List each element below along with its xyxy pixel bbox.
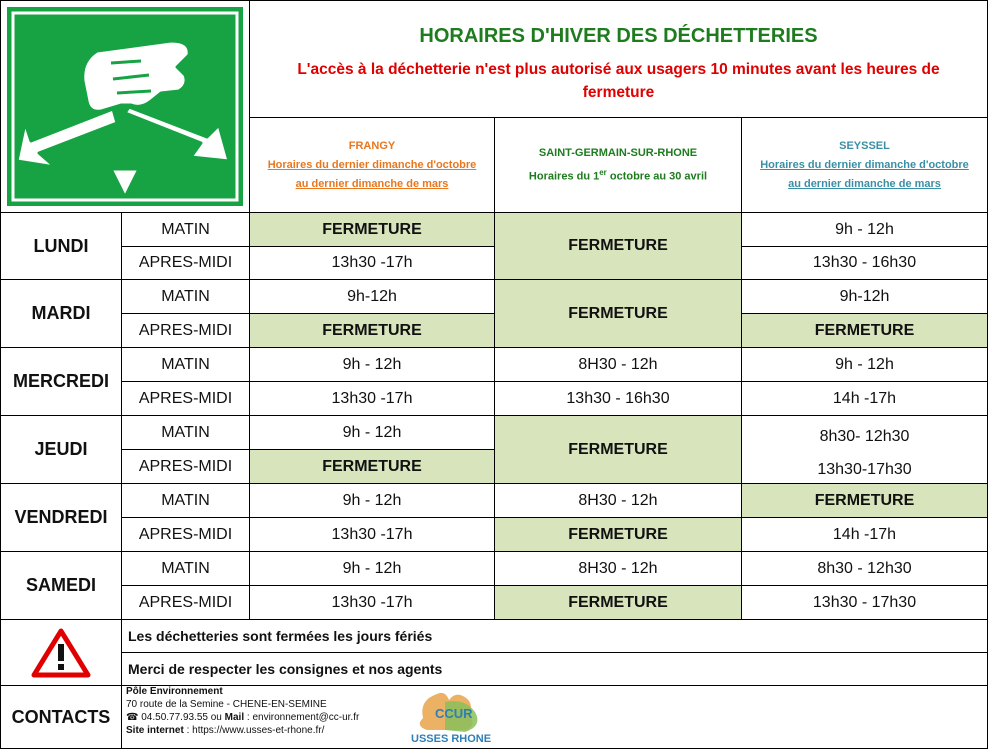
frangy-samedi-matin: 9h - 12h (249, 551, 495, 586)
contact-details: Pôle Environnement 70 route de la Semine - CHENE-EN-SEMINE ☎ 04.50.77.93.55 ou Mail : environnement@cc-ur.fr Site internet : https://www.usses-et-rhone.fr/ (126, 686, 360, 736)
frangy-lundi-matin: FERMETURE (249, 212, 495, 247)
site-name: SAINT-GERMAIN-SUR-RHONE (538, 146, 698, 159)
seyssel-samedi-matin: 8h30 - 12h30 (741, 551, 988, 586)
stg-mardi: FERMETURE (494, 279, 742, 348)
ccur-logo (405, 688, 495, 746)
site-header-saint-germain (494, 117, 742, 213)
logo-text: CCUR (435, 706, 473, 721)
stg-samedi-matin: 8H30 - 12h (494, 551, 742, 586)
period-morning: MATIN (121, 483, 250, 518)
site-name: SEYSSEL (839, 139, 890, 152)
seyssel-mercredi-apres-midi: 14h -17h (741, 381, 988, 416)
contact-address: 70 route de la Semine - CHENE-EN-SEMINE (126, 699, 327, 710)
site-label: Site internet (126, 725, 184, 736)
access-warning: L'accès à la déchetterie n'est plus autorisé aux usagers 10 minutes avant les heures de fermeture (297, 61, 940, 101)
mail-label: Mail (224, 712, 245, 723)
period-morning: MATIN (121, 279, 250, 314)
seyssel-jeudi-matin: 8h30- 12h30 (741, 415, 988, 450)
frangy-mercredi-matin: 9h - 12h (249, 347, 495, 382)
period-afternoon: APRES-MIDI (121, 381, 250, 416)
period-afternoon: APRES-MIDI (121, 585, 250, 620)
contact-mail[interactable]: : environnement@cc-ur.fr (244, 712, 360, 723)
respect-note: Merci de respecter les consignes et nos agents (121, 652, 988, 686)
seyssel-vendredi-matin: FERMETURE (741, 483, 988, 518)
seyssel-jeudi-apres-midi: 13h30-17h30 (741, 449, 988, 484)
holidays-note: Les déchetteries sont fermées les jours fériés (121, 619, 988, 653)
stg-samedi-apres-midi: FERMETURE (494, 585, 742, 620)
stg-vendredi-apres-midi: FERMETURE (494, 517, 742, 552)
seyssel-vendredi-apres-midi: 14h -17h (741, 517, 988, 552)
day-lundi: LUNDI (0, 212, 122, 280)
warning-icon (0, 619, 122, 686)
day-mardi: MARDI (0, 279, 122, 348)
stg-vendredi-matin: 8H30 - 12h (494, 483, 742, 518)
period-afternoon: APRES-MIDI (121, 246, 250, 280)
seyssel-lundi-apres-midi: 13h30 - 16h30 (741, 246, 988, 280)
frangy-jeudi-matin: 9h - 12h (249, 415, 495, 450)
contact-phone: 04.50.77.93.55 (141, 712, 208, 723)
period-morning: MATIN (121, 212, 250, 247)
stg-mercredi-matin: 8H30 - 12h (494, 347, 742, 382)
frangy-jeudi-apres-midi: FERMETURE (249, 449, 495, 484)
stg-mercredi-apres-midi: 13h30 - 16h30 (494, 381, 742, 416)
site-header-seyssel (741, 117, 988, 213)
contact-website[interactable]: : https://www.usses-et-rhone.fr/ (183, 725, 325, 736)
seyssel-samedi-apres-midi: 13h30 - 17h30 (741, 585, 988, 620)
period-afternoon: APRES-MIDI (121, 313, 250, 348)
frangy-mardi-apres-midi: FERMETURE (249, 313, 495, 348)
phone-icon: ☎ (126, 712, 142, 723)
site-header-frangy (249, 117, 495, 213)
frangy-samedi-apres-midi: 13h30 -17h (249, 585, 495, 620)
frangy-vendredi-matin: 9h - 12h (249, 483, 495, 518)
day-mercredi: MERCREDI (0, 347, 122, 416)
site-schedule: Horaires du 1er octobre au 30 avril (528, 167, 708, 183)
logo-subtext: USSES RHONE (411, 733, 492, 745)
site-schedule: Horaires du dernier dimanche d'octobre (267, 158, 477, 171)
contact-org: Pôle Environnement (126, 686, 223, 697)
site-schedule: Horaires du dernier dimanche d'octobre (760, 158, 969, 171)
period-morning: MATIN (121, 347, 250, 382)
frangy-mardi-matin: 9h-12h (249, 279, 495, 314)
seyssel-mardi-matin: 9h-12h (741, 279, 988, 314)
stg-lundi: FERMETURE (494, 212, 742, 280)
period-afternoon: APRES-MIDI (121, 517, 250, 552)
frangy-mercredi-apres-midi: 13h30 -17h (249, 381, 495, 416)
day-jeudi: JEUDI (0, 415, 122, 484)
period-afternoon: APRES-MIDI (121, 449, 250, 484)
seyssel-mercredi-matin: 9h - 12h (741, 347, 988, 382)
site-schedule: au dernier dimanche de mars (295, 177, 449, 190)
seyssel-mardi-apres-midi: FERMETURE (741, 313, 988, 348)
title-block (249, 0, 988, 118)
frangy-lundi-apres-midi: 13h30 -17h (249, 246, 495, 280)
page-title: HORAIRES D'HIVER DES DÉCHETTERIES (419, 25, 818, 47)
day-vendredi: VENDREDI (0, 483, 122, 552)
period-morning: MATIN (121, 415, 250, 450)
site-schedule: au dernier dimanche de mars (788, 177, 941, 190)
frangy-vendredi-apres-midi: 13h30 -17h (249, 517, 495, 552)
period-morning: MATIN (121, 551, 250, 586)
site-name: FRANGY (348, 139, 396, 152)
day-samedi: SAMEDI (0, 551, 122, 620)
seyssel-lundi-matin: 9h - 12h (741, 212, 988, 247)
stg-jeudi: FERMETURE (494, 415, 742, 484)
recycling-sign-icon (0, 0, 250, 213)
contacts-label: CONTACTS (0, 685, 122, 749)
